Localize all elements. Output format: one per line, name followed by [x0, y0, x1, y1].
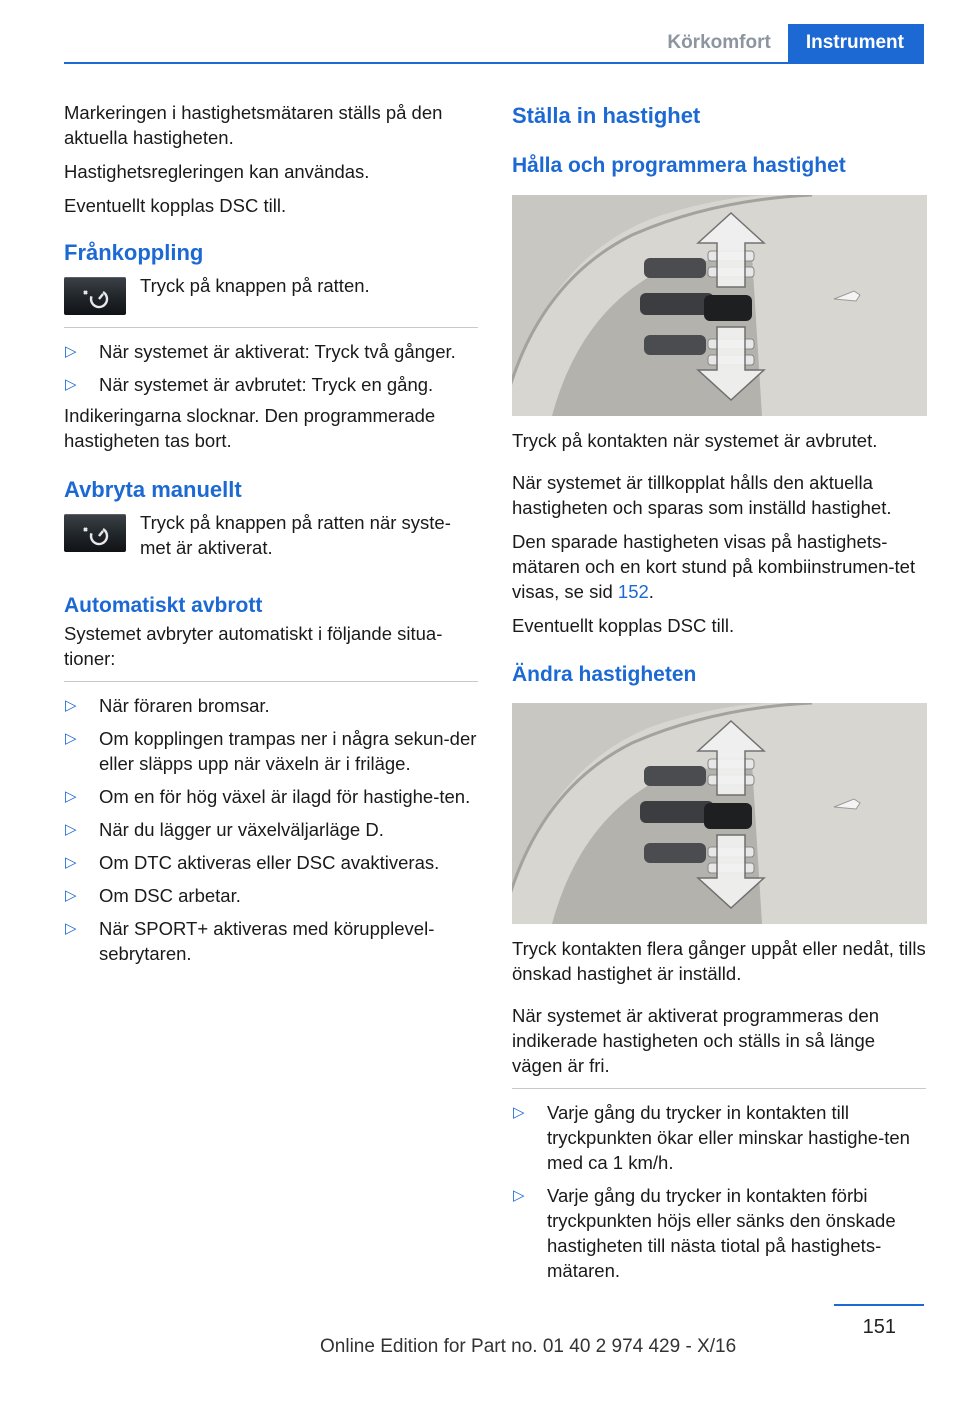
triangle-bullet-icon: ▷	[65, 821, 77, 838]
cruise-control-button-icon	[64, 514, 126, 552]
footer-rule	[834, 1304, 924, 1306]
triangle-bullet-icon: ▷	[65, 343, 77, 360]
triangle-bullet-icon: ▷	[65, 854, 77, 871]
auto-list	[64, 693, 478, 966]
page-link-152[interactable]: 152	[617, 581, 649, 602]
caption-2: Tryck kontakten flera gånger uppåt eller nedåt, tills önskad hastighet är inställd.	[512, 938, 926, 984]
cruise-control-button-icon	[64, 277, 126, 315]
triangle-bullet-icon: ▷	[65, 376, 77, 393]
triangle-bullet-icon: ▷	[65, 887, 77, 904]
intro-paragraph-2: Hastighetsregleringen kan användas.	[64, 161, 370, 182]
header-rule	[64, 62, 924, 64]
triangle-bullet-icon: ▷	[65, 730, 77, 747]
list-item: ▷ Om en för hög växel är ilagd för hastighe‐ten.	[65, 786, 471, 807]
list-item: ▷ När systemet är aktiverat: Tryck två gånger.	[65, 341, 456, 362]
heading-frankoppling: Frånkoppling	[64, 240, 204, 265]
frankoppling-after: Indikeringarna slocknar. Den programmerade hastigheten tas bort.	[64, 405, 436, 451]
frankoppling-list	[64, 339, 478, 397]
tab-instrument[interactable]: Instrument	[788, 24, 924, 62]
heading-avbryta-manuellt: Avbryta manuellt	[64, 477, 242, 502]
list-item: ▷ Om DSC arbetar.	[65, 885, 241, 906]
list-item: ▷ Om kopplingen trampas ner i några sekun‐der eller släpps upp när växeln är i friläge.	[65, 728, 477, 774]
button-instruction-text: Tryck på knappen på ratten.	[140, 275, 370, 296]
button-instruction-frankoppling	[64, 273, 478, 315]
divider	[64, 327, 478, 328]
right-paragraph-4: När systemet är aktiverat programmeras den indikerade hastigheten och ställs in så länge vägen är fri.	[512, 1005, 880, 1076]
triangle-bullet-icon: ▷	[65, 920, 77, 937]
heading-halla-och-programmera: Hålla och programmera hastighet	[512, 154, 846, 177]
heading-andra-hastigheten: Ändra hastigheten	[512, 663, 697, 686]
steering-wheel-rocker-switch-image	[512, 703, 927, 924]
heading-automatiskt-avbrott: Automatiskt avbrott	[64, 594, 263, 617]
caption-1: Tryck på kontakten när systemet är avbrutet.	[512, 430, 878, 451]
list-item: ▷ Om DTC aktiveras eller DSC avaktiveras.	[65, 852, 440, 873]
page-number: 151	[862, 1316, 896, 1338]
triangle-bullet-icon: ▷	[65, 697, 77, 714]
triangle-bullet-icon: ▷	[513, 1104, 525, 1121]
auto-intro: Systemet avbryter automatiskt i följande situa‐tioner:	[64, 623, 443, 669]
divider	[64, 681, 478, 682]
list-item: ▷ När föraren bromsar.	[65, 695, 270, 716]
left-column	[64, 100, 478, 974]
intro-paragraph-3: Eventuellt kopplas DSC till.	[64, 195, 287, 216]
button-instruction-text: Tryck på knappen på ratten när syste‐met är aktiverat.	[140, 512, 451, 558]
right-column	[512, 100, 926, 1291]
divider	[512, 1088, 926, 1089]
edition-text: Online Edition for Part no. 01 40 2 974 429 - X/16	[320, 1336, 737, 1357]
list-item: ▷ Varje gång du trycker in kontakten till tryckpunkten ökar eller minskar hastighe‐ten med ca 1 km/h.	[513, 1102, 910, 1173]
triangle-bullet-icon: ▷	[65, 788, 77, 805]
right-paragraph-3: Eventuellt kopplas DSC till.	[512, 615, 735, 636]
header-tabs	[650, 24, 924, 62]
button-instruction-avbryta	[64, 510, 478, 560]
list-item: ▷ När SPORT+ aktiveras med körupplevel‐sebrytaren.	[65, 918, 435, 964]
list-item: ▷ När du lägger ur växelväljarläge D.	[65, 819, 384, 840]
heading-stalla-in-hastighet: Ställa in hastighet	[512, 103, 701, 128]
right-paragraph-1: När systemet är tillkopplat hålls den aktuella hastigheten och sparas som inställd hastighet.	[512, 472, 892, 518]
steering-wheel-rocker-switch-image	[512, 195, 927, 416]
list-item: ▷ Varje gång du trycker in kontakten förbi tryckpunkten höjs eller sänks den önskade hastigheten till nästa tiotal på hastighets‐mätaren.	[513, 1185, 896, 1281]
tab-korkomfort[interactable]: Körkomfort	[667, 32, 771, 53]
triangle-bullet-icon: ▷	[513, 1187, 525, 1204]
list-item: ▷ När systemet är avbrutet: Tryck en gång.	[65, 374, 434, 395]
intro-paragraph-1: Markeringen i hastighetsmätaren ställs på den aktuella hastigheten.	[64, 102, 443, 148]
right-list	[512, 1100, 926, 1283]
right-paragraph-2: Den sparade hastigheten visas på hastighets‐mätaren och en kort stund på kombiinstrumen‐tet visas, se sid 152.	[512, 531, 916, 602]
